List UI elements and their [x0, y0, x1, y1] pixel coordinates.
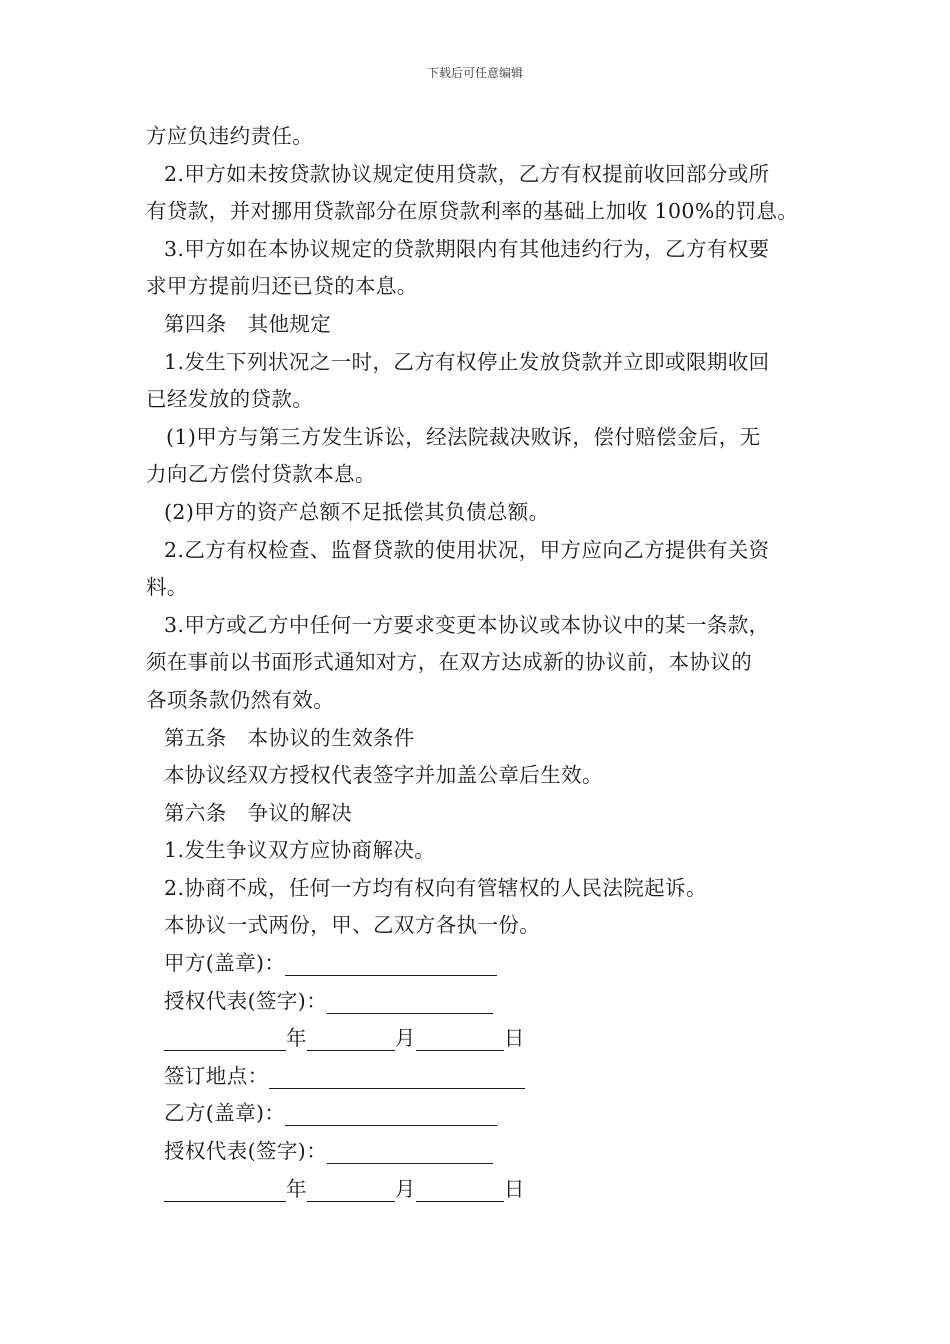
rep-a-sign-line	[146, 983, 818, 1021]
paragraph-line: 2.甲方如未按贷款协议规定使用贷款，乙方有权提前收回部分或所	[164, 161, 770, 186]
paragraph-line: 1.发生下列状况之一时，乙方有权停止发放贷款并立即或限期收回	[164, 349, 770, 374]
section-heading: 第六条 争议的解决	[164, 800, 353, 825]
paragraph-line: (2)甲方的资产总额不足抵偿其负债总额。	[164, 499, 550, 524]
party-a-seal-line	[146, 945, 818, 983]
paragraph-line: 力向乙方偿付贷款本息。	[146, 462, 376, 487]
paragraph-line: 3.甲方或乙方中任何一方要求变更本协议或本协议中的某一条款，	[164, 612, 770, 637]
paragraph-line: 料。	[146, 575, 188, 600]
party-b-label: 乙方(盖章)：	[164, 1101, 286, 1126]
paragraph-line: 2.协商不成，任何一方均有权向有管辖权的人民法院起诉。	[164, 875, 707, 900]
place-blank[interactable]	[269, 1062, 525, 1089]
rep-b-sign-line	[146, 1133, 818, 1171]
section-heading: 第四条 其他规定	[164, 311, 332, 336]
day-label: 日	[503, 1176, 525, 1201]
day-blank[interactable]	[416, 1024, 504, 1051]
paragraph-line: 本协议一式两份，甲、乙双方各执一份。	[164, 913, 541, 938]
rep-b-sign-blank[interactable]	[327, 1137, 493, 1164]
page-header: 下载后可任意编辑	[426, 66, 523, 80]
paragraph-line: (1)甲方与第三方发生诉讼，经法院裁决败诉，偿付赔偿金后，无	[166, 424, 761, 449]
date-a-line	[146, 1020, 818, 1058]
year-blank[interactable]	[164, 1175, 286, 1202]
section-heading: 第五条 本协议的生效条件	[164, 725, 415, 750]
month-label: 月	[394, 1176, 416, 1201]
paragraph-line: 有贷款，并对挪用贷款部分在原贷款利率的基础上加收 100%的罚息。	[146, 199, 799, 224]
year-label: 年	[286, 1026, 307, 1051]
paragraph-line: 3.甲方如在本协议规定的贷款期限内有其他违约行为，乙方有权要	[164, 236, 770, 261]
month-blank[interactable]	[307, 1175, 395, 1202]
date-b-line	[146, 1171, 818, 1209]
party-b-seal-line	[146, 1095, 818, 1133]
signing-place-line	[146, 1058, 818, 1096]
paragraph-line: 1.发生争议双方应协商解决。	[164, 838, 436, 863]
month-label: 月	[394, 1026, 416, 1051]
party-b-seal-blank[interactable]	[285, 1099, 497, 1126]
paragraph-line: 已经发放的贷款。	[146, 387, 314, 412]
year-label: 年	[286, 1176, 307, 1201]
party-a-seal-blank[interactable]	[285, 949, 497, 976]
document-body	[146, 118, 818, 1208]
paragraph-line: 本协议经双方授权代表签字并加盖公章后生效。	[164, 763, 603, 788]
rep-b-label: 授权代表(签字)：	[164, 1139, 328, 1164]
month-blank[interactable]	[307, 1024, 395, 1051]
paragraph-line: 方应负违约责任。	[146, 124, 314, 148]
day-label: 日	[503, 1026, 525, 1051]
rep-a-label: 授权代表(签字)：	[164, 988, 328, 1013]
day-blank[interactable]	[416, 1175, 504, 1202]
place-label: 签订地点：	[164, 1063, 269, 1088]
paragraph-line: 求甲方提前归还已贷的本息。	[146, 274, 418, 299]
paragraph-line: 须在事前以书面形式通知对方，在双方达成新的协议前，本协议的	[146, 650, 753, 675]
paragraph-line: 各项条款仍然有效。	[146, 687, 335, 712]
year-blank[interactable]	[164, 1024, 286, 1051]
party-a-label: 甲方(盖章)：	[164, 951, 286, 976]
paragraph-line: 2.乙方有权检查、监督贷款的使用状况，甲方应向乙方提供有关资	[164, 537, 770, 562]
rep-a-sign-blank[interactable]	[327, 987, 493, 1014]
